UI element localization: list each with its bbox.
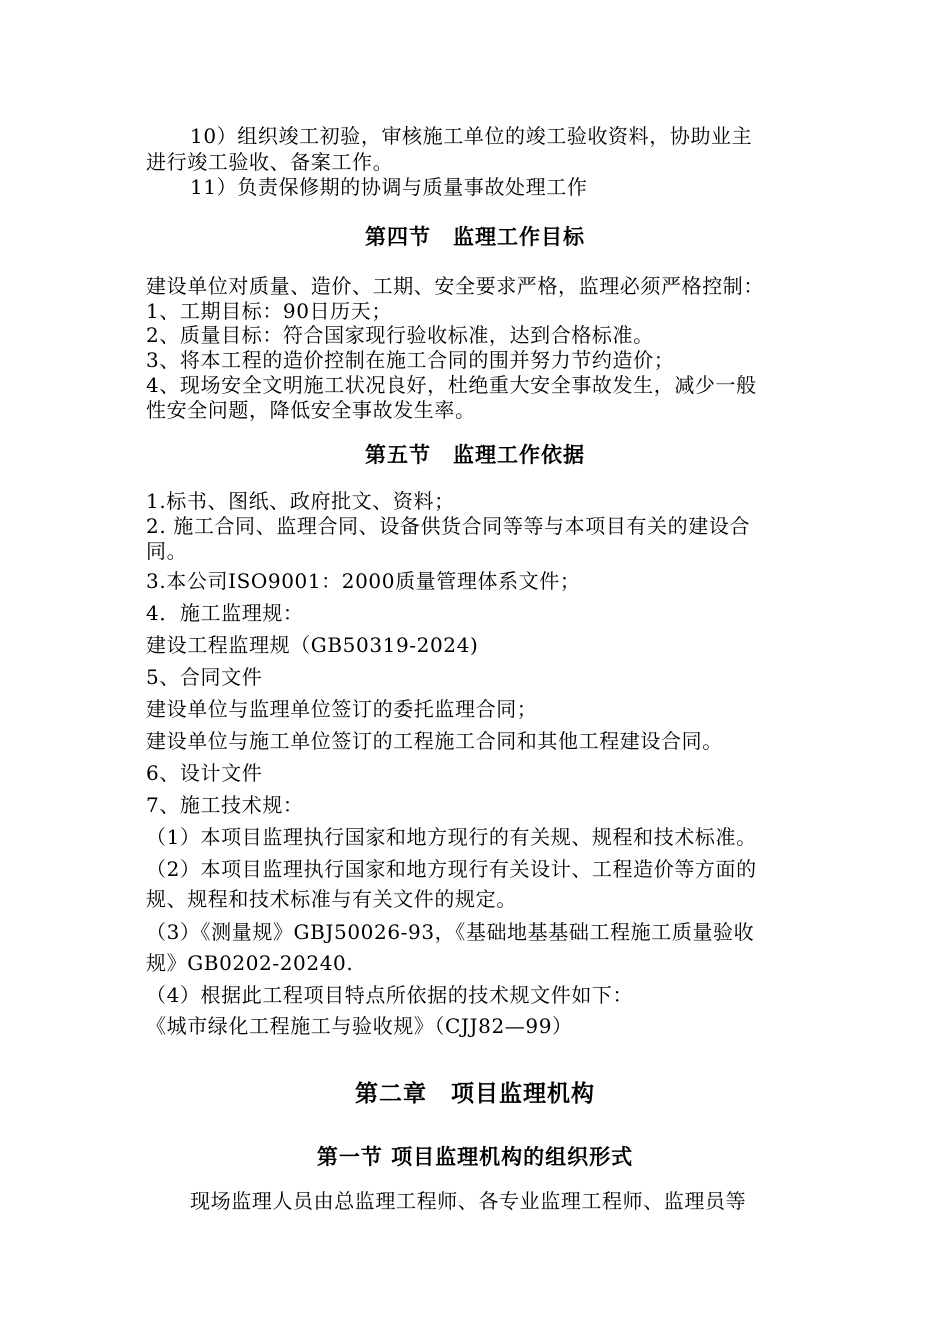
chapter-2-title: 第二章 项目监理机构 (355, 1081, 595, 1107)
chapter-2-paragraph: 现场监理人员由总监理工程师、各专业监理工程师、监理员等 (190, 1189, 747, 1213)
item-10-line-1: 10）组织竣工初验，审核施工单位的竣工验收资料，协助业主 (190, 124, 753, 148)
section-5-line-15: （3）《测量规》GBJ50026-93，《基础地基基础工程施工质量验收 (146, 920, 755, 944)
item-10-line-2: 进行竣工验收、备案工作。 (146, 150, 394, 174)
section-5-line-16: 规》GB0202-20240. (146, 951, 354, 975)
section-5-line-8: 建设单位与监理单位签订的委托监理合同； (146, 697, 538, 721)
section-5-line-6: 建设工程监理规（GB50319-2024) (146, 633, 479, 657)
section-5-line-5: 4．施工监理规： (146, 601, 304, 625)
section-5-line-9: 建设单位与施工单位签订的工程施工合同和其他工程建设合同。 (146, 729, 723, 753)
section-5-line-4: 3.本公司ISO9001：2000质量管理体系文件； (146, 569, 581, 593)
section-4-line-4: 3、将本工程的造价控制在施工合同的围并努力节约造价； (146, 348, 675, 372)
section-5-title: 第五节 监理工作依据 (365, 443, 585, 467)
section-5-line-2: 2. 施工合同、监理合同、设备供货合同等等与本项目有关的建设合 (146, 514, 751, 538)
section-4-title: 第四节 监理工作目标 (365, 225, 585, 249)
section-4-line-6: 性安全问题，降低安全事故发生率。 (146, 398, 476, 422)
section-4-line-1: 建设单位对质量、造价、工期、安全要求严格，监理必须严格控制： (146, 274, 764, 298)
item-11: 11）负责保修期的协调与质量事故处理工作 (190, 175, 588, 199)
section-4-line-5: 4、现场安全文明施工状况良好，杜绝重大安全事故发生，减少一般 (146, 373, 757, 397)
section-4-line-2: 1、工期目标：90日历天； (146, 299, 392, 323)
section-5-line-1: 1.标书、图纸、政府批文、资料； (146, 489, 455, 513)
section-5-line-7: 5、合同文件 (146, 665, 263, 689)
section-5-line-17: （4）根据此工程项目特点所依据的技术规文件如下： (146, 983, 634, 1007)
section-4-line-3: 2、质量目标：符合国家现行验收标准，达到合格标准。 (146, 323, 654, 347)
section-5-line-10: 6、设计文件 (146, 761, 263, 785)
section-5-line-13: （2）本项目监理执行国家和地方现行有关设计、工程造价等方面的 (146, 857, 757, 881)
section-5-line-3: 同。 (146, 539, 188, 563)
section-5-line-18: 《城市绿化工程施工与验收规》（CJJ82—99） (146, 1014, 573, 1038)
section-5-line-11: 7、施工技术规： (146, 793, 304, 817)
section-5-line-14: 规、规程和技术标准与有关文件的规定。 (146, 887, 517, 911)
chapter-2-section-1-title: 第一节 项目监理机构的组织形式 (316, 1145, 634, 1169)
section-5-line-12: （1）本项目监理执行国家和地方现行的有关规、规程和技术标准。 (146, 825, 757, 849)
